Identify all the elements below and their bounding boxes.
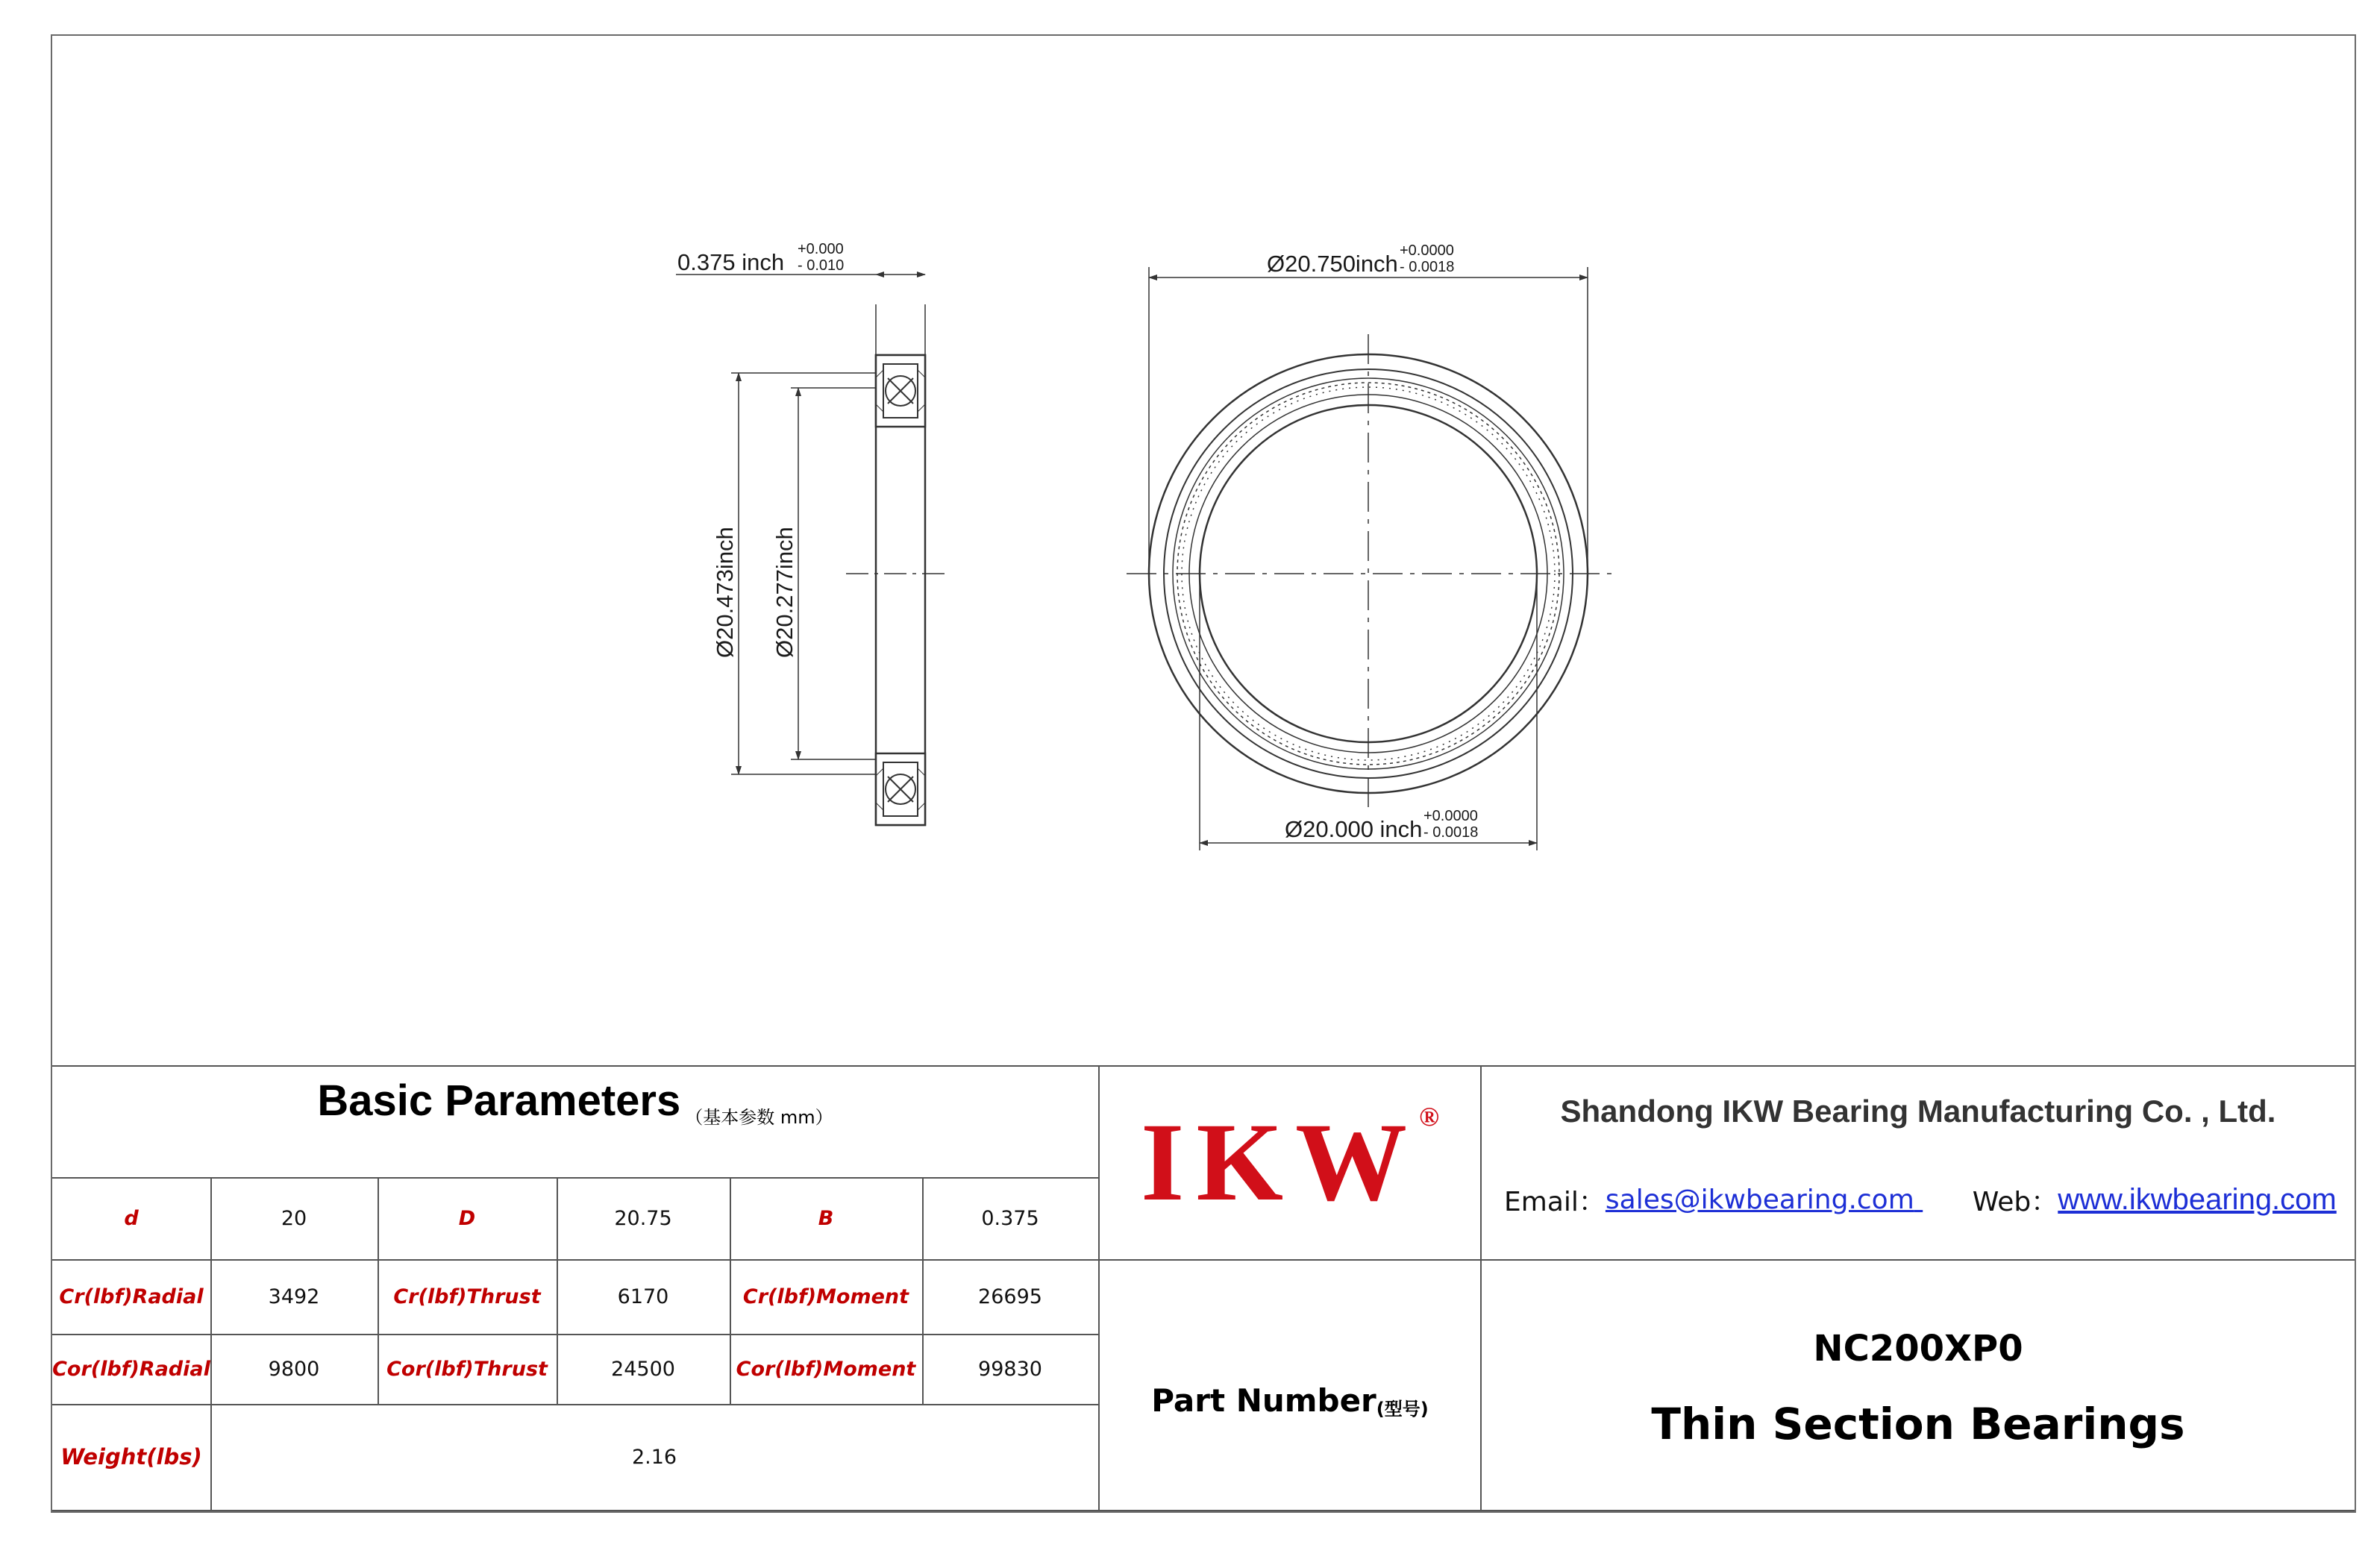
inner-tolerance-lower: - 0.0018 bbox=[1423, 824, 1479, 841]
param-name-cr-radial: Cr(lbf)Radial bbox=[59, 1285, 204, 1308]
email-label: Email： bbox=[1504, 1186, 1606, 1217]
param-value-cor-radial: 9800 bbox=[268, 1357, 320, 1381]
param-value-d: 20 bbox=[281, 1206, 307, 1230]
drawing-sheet bbox=[51, 34, 2356, 1513]
part-number-value: NC200XP0 bbox=[1813, 1328, 2023, 1370]
email-underline-gap bbox=[1914, 1185, 1944, 1215]
param-value-cor-thrust: 24500 bbox=[611, 1357, 675, 1381]
param-value-D: 20.75 bbox=[614, 1206, 672, 1230]
logo-text: IKW bbox=[1141, 1100, 1420, 1224]
param-name-cor-thrust: Cor(lbf)Thrust bbox=[386, 1357, 548, 1381]
param-name-cr-moment: Cr(lbf)Moment bbox=[742, 1285, 909, 1308]
title-block bbox=[52, 1065, 2355, 1511]
part-number-label: Part Number bbox=[1151, 1382, 1376, 1419]
param-name-B: B bbox=[818, 1206, 834, 1230]
basic-parameters-title: Basic Parameters bbox=[317, 1076, 681, 1125]
width-tolerance-lower: - 0.010 bbox=[798, 257, 845, 274]
bearing-type: Thin Section Bearings bbox=[1651, 1399, 2185, 1449]
ball-section-top bbox=[876, 355, 925, 427]
outer-diameter-label: Ø20.750inch bbox=[1267, 251, 1398, 277]
basic-parameters-header bbox=[52, 1065, 1098, 1177]
outer-race-diameter-label: Ø20.473inch bbox=[712, 527, 738, 658]
param-name-d: d bbox=[124, 1206, 139, 1230]
logo-registered-mark: ® bbox=[1419, 1102, 1439, 1132]
inner-diameter-label: Ø20.000 inch bbox=[1285, 816, 1423, 842]
width-tolerance-upper: +0.000 bbox=[798, 241, 844, 257]
inner-tolerance-upper: +0.0000 bbox=[1423, 808, 1478, 824]
param-value-weight: 2.16 bbox=[631, 1445, 677, 1469]
part-number-label-cn: (型号) bbox=[1376, 1398, 1429, 1420]
front-view bbox=[1127, 267, 1611, 850]
ball-section-bottom bbox=[876, 753, 925, 825]
part-number-label-cell bbox=[1100, 1261, 1480, 1510]
param-name-cr-thrust: Cr(lbf)Thrust bbox=[393, 1285, 541, 1308]
outer-tolerance-upper: +0.0000 bbox=[1400, 242, 1454, 259]
param-name-D: D bbox=[458, 1206, 476, 1230]
outer-tolerance-lower: - 0.0018 bbox=[1400, 259, 1455, 275]
ikw-logo bbox=[1100, 1065, 1480, 1259]
param-value-B: 0.375 bbox=[981, 1206, 1039, 1230]
param-name-weight: Weight(lbs) bbox=[60, 1444, 202, 1470]
param-name-cor-moment: Cor(lbf)Moment bbox=[736, 1357, 916, 1381]
company-name: Shandong IKW Bearing Manufacturing Co. , Ltd. bbox=[1560, 1094, 2276, 1129]
technical-drawing bbox=[52, 36, 2355, 1080]
email-link[interactable]: sales@ikwbearing.com bbox=[1605, 1184, 1914, 1215]
param-value-cr-moment: 26695 bbox=[978, 1285, 1042, 1308]
param-value-cr-radial: 3492 bbox=[268, 1285, 320, 1308]
width-dimension-label: 0.375 inch bbox=[677, 249, 785, 275]
web-label: Web： bbox=[1972, 1186, 2058, 1217]
web-link[interactable]: www.ikwbearing.com bbox=[2058, 1182, 2337, 1216]
basic-parameters-subtitle: （基本参数 mm） bbox=[685, 1107, 833, 1128]
param-value-cor-moment: 99830 bbox=[978, 1357, 1042, 1381]
param-name-cor-radial: Cor(lbf)Radial bbox=[52, 1357, 210, 1381]
param-value-cr-thrust: 6170 bbox=[617, 1285, 669, 1308]
inner-race-diameter-label: Ø20.277inch bbox=[771, 527, 798, 658]
contact-line bbox=[1504, 1177, 2355, 1222]
